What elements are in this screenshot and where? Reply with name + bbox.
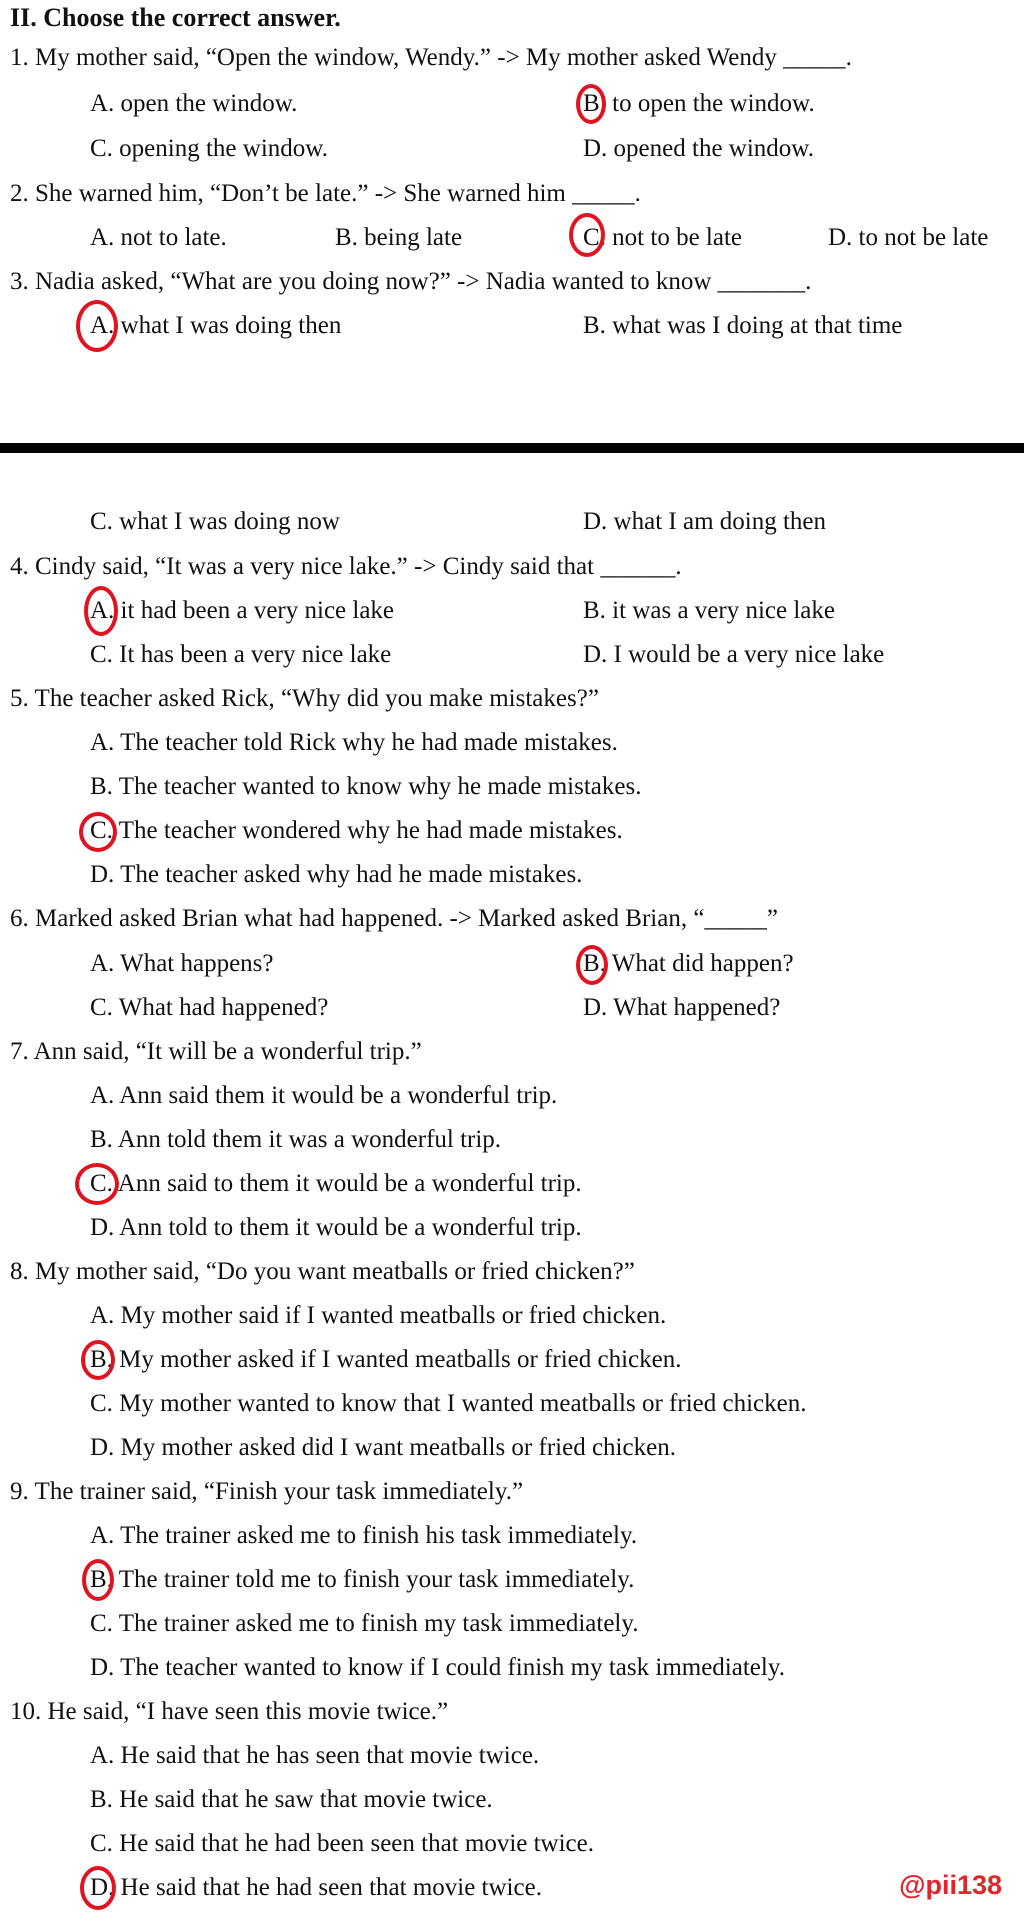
q7-option-a-row (0, 1080, 1024, 1112)
q8-option-d-row (0, 1432, 1024, 1464)
watermark: @pii138 (899, 1870, 1002, 1900)
q10-option-a[interactable]: A. He said that he has seen that movie twice. (90, 1742, 540, 1769)
q9-option-d-row (0, 1652, 1024, 1684)
q5-option-d-row (0, 859, 1024, 891)
q1-option-a[interactable]: A. open the window. (90, 90, 298, 117)
q9-option-a[interactable]: A. The trainer asked me to finish his task immediately. (90, 1522, 638, 1549)
q7-option-c-row (0, 1168, 1024, 1200)
q8-option-c-row (0, 1388, 1024, 1420)
q5-option-a-row (0, 727, 1024, 759)
question-6-options-row1 (0, 948, 1024, 980)
q10-option-b-row (0, 1784, 1024, 1816)
q5-option-b-row (0, 771, 1024, 803)
question-4-options-row1 (0, 595, 1024, 627)
q1-option-d[interactable]: D. opened the window. (583, 135, 814, 162)
q8-option-c[interactable]: C. My mother wanted to know that I wanted meatballs or fried chicken. (90, 1390, 807, 1417)
q8-option-d[interactable]: D. My mother asked did I want meatballs or fried chicken. (90, 1434, 676, 1461)
q6-option-c[interactable]: C. What had happened? (90, 994, 329, 1021)
q8-option-b[interactable]: B. My mother asked if I wanted meatballs or fried chicken. (90, 1346, 682, 1373)
q9-option-b-row (0, 1564, 1024, 1596)
q10-option-a-row (0, 1740, 1024, 1772)
q4-option-d[interactable]: D. I would be a very nice lake (583, 641, 885, 668)
question-3-options-row1 (0, 310, 1024, 342)
q6-option-a[interactable]: A. What happens? (90, 950, 274, 977)
question-4-options-row2 (0, 639, 1024, 671)
question-3-options-row2 (0, 506, 1024, 538)
question-8: 8. My mother said, “Do you want meatballs or fried chicken?” (10, 1258, 635, 1285)
q10-option-d-row (0, 1872, 1024, 1904)
q9-option-d[interactable]: D. The teacher wanted to know if I could finish my task immediately. (90, 1654, 785, 1681)
q5-option-a[interactable]: A. The teacher told Rick why he had made mistakes. (90, 729, 618, 756)
q6-option-b[interactable]: B. What did happen? (583, 950, 794, 977)
q9-option-c-row (0, 1608, 1024, 1640)
q3-option-d[interactable]: D. what I am doing then (583, 508, 827, 535)
question-2-options (0, 222, 1024, 254)
question-1-options-row2 (0, 133, 1024, 165)
q1-option-c[interactable]: C. opening the window. (90, 135, 328, 162)
q5-option-c[interactable]: C. The teacher wondered why he had made mistakes. (90, 817, 623, 844)
q10-option-b[interactable]: B. He said that he saw that movie twice. (90, 1786, 493, 1813)
q3-option-b[interactable]: B. what was I doing at that time (583, 312, 903, 339)
question-6: 6. Marked asked Brian what had happened. -> Marked asked Brian, “_____” (10, 905, 779, 932)
question-4: 4. Cindy said, “It was a very nice lake.” -> Cindy said that ______. (10, 553, 682, 580)
q2-option-d[interactable]: D. to not be late (828, 224, 989, 251)
q5-option-d[interactable]: D. The teacher asked why had he made mistakes. (90, 861, 583, 888)
q4-option-a[interactable]: A. it had been a very nice lake (90, 597, 395, 624)
q7-option-c[interactable]: C. Ann said to them it would be a wonderful trip. (90, 1170, 582, 1197)
q7-option-b[interactable]: B. Ann told them it was a wonderful trip. (90, 1126, 502, 1153)
q5-option-c-row (0, 815, 1024, 847)
q5-option-b[interactable]: B. The teacher wanted to know why he made mistakes. (90, 773, 642, 800)
q9-option-b[interactable]: B. The trainer told me to finish your task immediately. (90, 1566, 635, 1593)
q3-option-a[interactable]: A. what I was doing then (90, 312, 342, 339)
question-1-options-row1 (0, 88, 1024, 120)
q8-option-a[interactable]: A. My mother said if I wanted meatballs or fried chicken. (90, 1302, 667, 1329)
question-7: 7. Ann said, “It will be a wonderful trip.” (10, 1038, 422, 1065)
q10-option-d[interactable]: D. He said that he had seen that movie twice. (90, 1874, 542, 1901)
q7-option-d-row (0, 1212, 1024, 1244)
q8-option-b-row (0, 1344, 1024, 1376)
q7-option-d[interactable]: D. Ann told to them it would be a wonderful trip. (90, 1214, 582, 1241)
q4-option-b[interactable]: B. it was a very nice lake (583, 597, 835, 624)
q10-option-c-row (0, 1828, 1024, 1860)
q6-option-d[interactable]: D. What happened? (583, 994, 781, 1021)
question-5: 5. The teacher asked Rick, “Why did you make mistakes?” (10, 685, 599, 712)
q9-option-c[interactable]: C. The trainer asked me to finish my task immediately. (90, 1610, 639, 1637)
q4-option-c[interactable]: C. It has been a very nice lake (90, 641, 392, 668)
question-2: 2. She warned him, “Don’t be late.” -> She warned him _____. (10, 180, 641, 207)
q7-option-b-row (0, 1124, 1024, 1156)
q1-option-b[interactable]: B. to open the window. (583, 90, 815, 117)
q2-option-b[interactable]: B. being late (335, 224, 463, 251)
q2-option-c[interactable]: C. not to be late (583, 224, 742, 251)
q9-option-a-row (0, 1520, 1024, 1552)
q2-option-a[interactable]: A. not to late. (90, 224, 227, 251)
question-10: 10. He said, “I have seen this movie twice.” (10, 1698, 449, 1725)
q8-option-a-row (0, 1300, 1024, 1332)
section-title: II. Choose the correct answer. (10, 3, 341, 32)
question-6-options-row2 (0, 992, 1024, 1024)
q7-option-a[interactable]: A. Ann said them it would be a wonderful trip. (90, 1082, 558, 1109)
q10-option-c[interactable]: C. He said that he had been seen that movie twice. (90, 1830, 595, 1857)
question-3: 3. Nadia asked, “What are you doing now?” -> Nadia wanted to know _______. (10, 268, 812, 295)
q3-option-c[interactable]: C. what I was doing now (90, 508, 340, 535)
question-1: 1. My mother said, “Open the window, Wendy.” -> My mother asked Wendy _____. (10, 44, 852, 71)
segment-divider (0, 443, 1024, 453)
question-9: 9. The trainer said, “Finish your task immediately.” (10, 1478, 524, 1505)
